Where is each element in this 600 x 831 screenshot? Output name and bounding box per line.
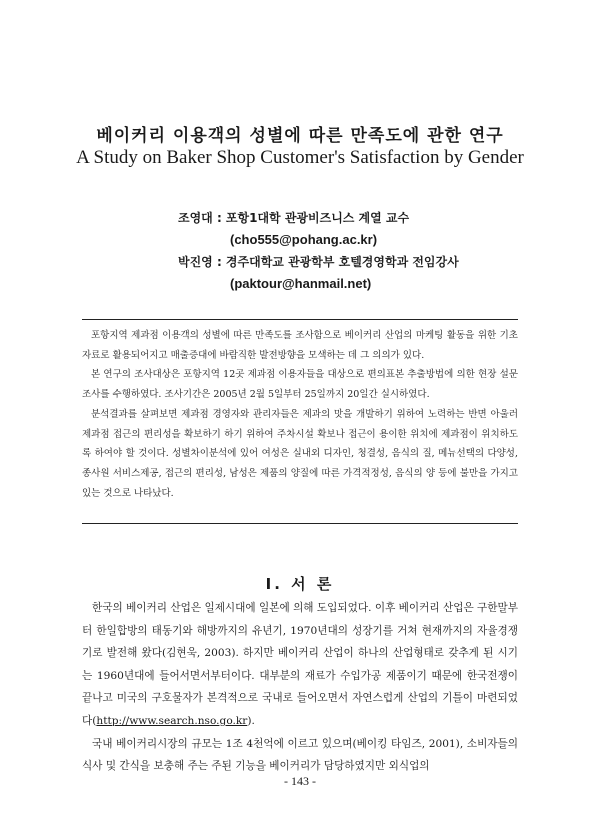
body-text: [82, 597, 518, 778]
author-1-email: (cho555@pohang.ac.kr): [230, 232, 378, 247]
paper-title-english: A Study on Baker Shop Customer's Satisfaction by Gender: [76, 147, 524, 168]
abstract-paragraph: 포항지역 제과점 이용객의 성별에 따른 만족도를 조사함으로 베이커리 산업의 마케팅 활동을 위한 기초자료로 활용되어지고 매출증대에 바람직한 발전방향을 모색하는 데 그 의의가 있다.: [82, 330, 518, 361]
reference-url: http://www.search.nso.go.kr: [96, 714, 248, 727]
author-2-affiliation: 박진영 : 경주대학교 관광학부 호텔경영학과 전임강사: [178, 255, 459, 269]
author-1-affiliation: 조영대 : 포항1대학 관광비즈니스 계열 교수: [178, 211, 410, 225]
abstract-paragraph: 본 연구의 조사대상은 포항지역 12곳 제과점 이용자들을 대상으로 편의표본 추출방법에 의한 현장 설문조사를 수행하였다. 조사기간은 2005년 2월 5일부터 25일까지 20일간 실시하였다.: [82, 369, 518, 401]
body-paragraph-end: ).: [247, 714, 255, 727]
body-paragraph: 국내 베이커리시장의 규모는 1조 4천억에 이르고 있으며(베이킹 타임즈, 2001), 소비자들의 식사 및 간식을 보충해 주는 주된 기능을 베이커리가 담당하였지만 외식업의: [82, 737, 518, 773]
author-2-email: (paktour@hanmail.net): [230, 276, 372, 291]
section-heading: Ⅰ. 서 론: [265, 575, 335, 593]
abstract-top-rule: [82, 319, 518, 320]
paper-title-korean: 베이커리 이용객의 성별에 따른 만족도에 관한 연구: [96, 126, 504, 146]
body-paragraph: [82, 597, 518, 733]
abstract-bottom-rule: [82, 523, 518, 524]
body-paragraph-text: 한국의 베이커리 산업은 일제시대에 일본에 의해 도입되었다. 이후 베이커리 산업은 구한말부터 한일합방의 태동기와 해방까지의 유년기, 1970년대의 성장기를 거쳐 현재까지의 자율경쟁기로 발전해 왔다(김현욱, 2003). 하지만 베이커리 산업이 하나의 산업형태로 갖추게 된 시기는 1960년대에 들어서면서부터이다. 대부분의 재료가 수입가공 제품이기 때문에 한국전쟁이 끝나고 미국의 구호물자가 본격적으로 국내로 들어오면서 자연스럽게 산업의 기틀이 마련되었다(: [82, 602, 518, 727]
abstract: [82, 326, 518, 503]
author-block: [178, 207, 578, 295]
page-number: - 143 -: [284, 774, 316, 788]
abstract-paragraph: 분석결과를 살펴보면 제과점 경영자와 관리자들은 제과의 맛을 개발하기 위하여 노력하는 반면 아울러 제과점 접근의 편리성을 확보하기 하기 위하여 주차시설 확보나 접근이 용이한 위치에 제과점이 위치하도록 하여야 할 것이다. 성별차이분석에 있어 여성은 실내외 디자인, 청결성, 음식의 질, 메뉴선택의 다양성, 종사원 서비스제공, 접근의 편리성, 남성은 제품의 양질에 따른 가격적정성, 음식의 양 등에 불만을 가지고 있는 것으로 나타났다.: [82, 408, 518, 499]
